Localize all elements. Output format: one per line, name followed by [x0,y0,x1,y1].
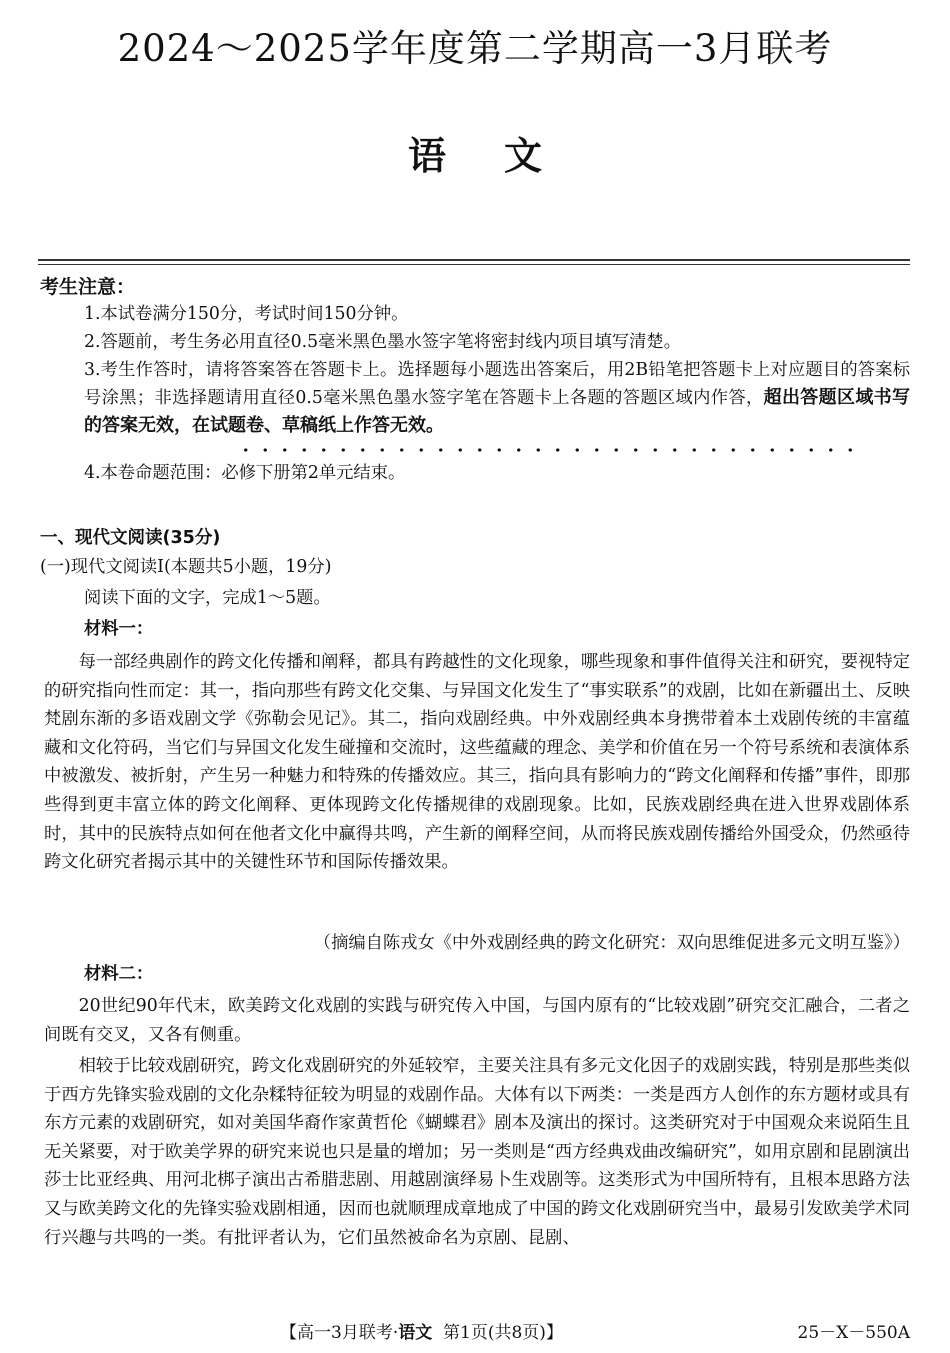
notice-heading: 考生注意： [40,276,136,298]
section-title: 一、现代文阅读(35分) [40,528,221,548]
paper-code: 25－X－550A [797,1323,910,1343]
notice-item-1: 1.本试卷满分150分，考试时间150分钟。 [84,304,409,324]
material-2-label: 材料二： [84,964,154,984]
material-2-paragraph-2: 相较于比较戏剧研究，跨文化戏剧研究的外延较窄，主要关注具有多元文化因子的戏剧实践，特别是那些类似于西方先锋实验戏剧的文化杂糅特征较为明显的戏剧作品。大体有以下两类：一类是西方人创作的东方题材或具有东方元素的戏剧研究，如对美国华裔作家黄哲伦《蝴蝶君》剧本及演出的探讨。这类研究对于中国观众来说陌生且无关紧要，对于欧美学界的研究来说也只是量的增加；另一类则是“西方经典戏曲改编研究”，如用京剧和昆剧演出莎士比亚经典、用河北梆子演出古希腊悲剧、用越剧演绎易卜生戏剧等。这类形式为中国所特有，且根本思路方法又与欧美跨文化的先锋实验戏剧相通，因而也就顺理成章地成了中国的跨文化戏剧研究当中，最易引发欧美学术同行兴趣与共鸣的一类。有批评者认为，它们虽然被命名为京剧、昆剧、 [44,1056,910,1248]
header-divider [38,259,910,261]
material-1-label: 材料一： [84,619,154,639]
material-1-source: （摘编自陈戎女《中外戏剧经典的跨文化研究：双向思维促进多元文明互鉴》） [313,933,910,953]
emphasis-dots [236,448,860,452]
notice-item-2: 2.答题前，考生务必用直径0.5毫米黑色墨水签字笔将密封线内项目填写清楚。 [84,332,681,352]
reading-instruction: 阅读下面的文字，完成1～5题。 [84,588,331,608]
page-footer [280,1318,563,1343]
notice-item-3 [84,356,910,440]
subsection-title: (一)现代文阅读Ⅰ(本题共5小题，19分) [40,557,332,577]
subject-title: 语文 [407,134,600,178]
exam-title: 2024～2025学年度第二学期高一3月联考 [117,27,833,70]
notice-item-3-text: 3.考生作答时，请将答案答在答题卡上。选择题每小题选出答案后，用2B铅笔把答题卡上对应题目的答案标号涂黑；非选择题请用直径0.5毫米黑色墨水签字笔在答题卡上各题的答题区域内作答， [84,360,910,408]
footer-subject: 语文 [398,1323,433,1343]
material-2-paragraph-1: 20世纪90年代末，欧美跨文化戏剧的实践与研究传入中国，与国内原有的“比较戏剧”研究交汇融合，二者之间既有交叉，又各有侧重。 [44,996,910,1045]
footer-page: 第1页(共8页)】 [443,1323,563,1343]
header-divider-thin [38,264,910,265]
notice-item-4: 4.本卷命题范围：必修下册第2单元结束。 [84,463,406,483]
footer-prefix: 【高一3月联考· [280,1323,399,1343]
material-1-paragraph: 每一部经典剧作的跨文化传播和阐释，都具有跨越性的文化现象，哪些现象和事件值得关注和研究，要视特定的研究指向性而定：其一，指向那些有跨文化交集、与异国文化发生了“事实联系”的戏剧，比如在新疆出土、反映梵剧东渐的多语戏剧文学《弥勒会见记》。其二，指向戏剧经典。中外戏剧经典本身携带着本土戏剧传统的丰富蕴藏和文化符码，当它们与异国文化发生碰撞和交流时，这些蕴藏的理念、美学和价值在另一个符号系统和表演体系中被激发、被折射，产生另一种魅力和特殊的传播效应。其三，指向具有影响力的“跨文化阐释和传播”事件，即那些得到更丰富立体的跨文化阐释、更体现跨文化传播规律的戏剧现象。比如，民族戏剧经典在进入世界戏剧体系时，其中的民族特点如何在他者文化中赢得共鸣，产生新的阐释空间，从而将民族戏剧传播给外国受众，仍然亟待跨文化研究者揭示其中的关键性环节和国际传播效果。 [44,652,910,873]
notice-item-3-emphasis: 超出答题区域书写的答案无效，在试题卷、草稿纸上作答无效。 [84,387,910,436]
